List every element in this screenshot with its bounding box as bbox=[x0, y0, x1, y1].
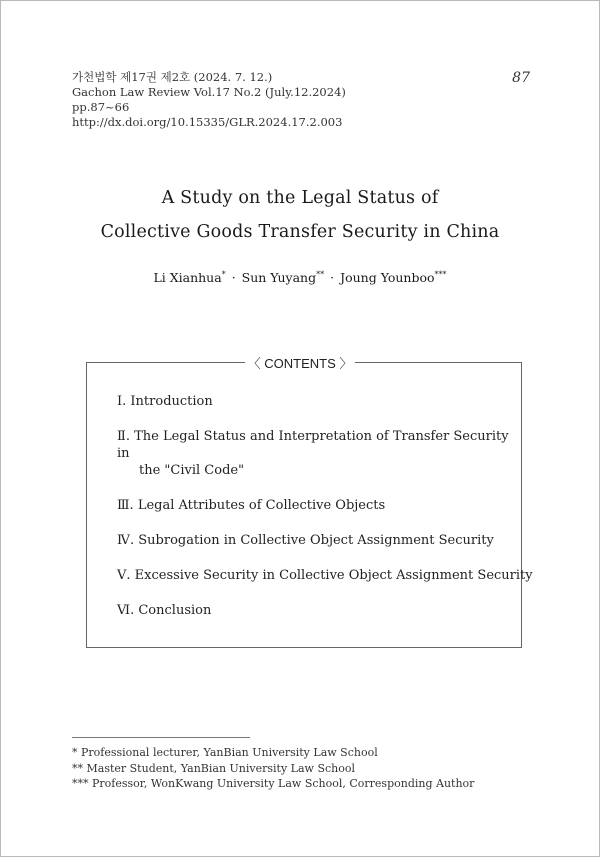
author-footnote-mark: *** bbox=[434, 270, 447, 279]
footnote: * Professional lecturer, YanBian University Law School bbox=[72, 746, 378, 759]
author-name: Sun Yuyang bbox=[241, 270, 317, 285]
author-list bbox=[0, 270, 600, 285]
journal-header bbox=[72, 70, 346, 130]
title-line-1: A Study on the Legal Status of bbox=[161, 188, 439, 208]
toc-number: Ⅱ. bbox=[117, 429, 130, 444]
author-name: Joung Younboo bbox=[340, 270, 435, 285]
toc-text-continued: the "Civil Code" bbox=[139, 463, 245, 478]
paper-title bbox=[0, 181, 600, 249]
author-footnote-mark: * bbox=[221, 270, 226, 279]
table-of-contents bbox=[117, 393, 533, 619]
toc-number: Ⅳ. bbox=[117, 533, 135, 548]
toc-item[interactable] bbox=[117, 567, 533, 584]
footnote: *** Professor, WonKwang University Law School, Corresponding Author bbox=[72, 777, 475, 790]
footnote: ** Master Student, YanBian University Law School bbox=[72, 761, 355, 775]
toc-text: The Legal Status and Interpretation of Transfer Security in bbox=[117, 429, 509, 461]
toc-text: Introduction bbox=[130, 394, 213, 409]
author-footnote-mark: ** bbox=[316, 270, 325, 279]
toc-number: Ⅰ. bbox=[117, 394, 127, 409]
toc-item[interactable] bbox=[117, 602, 522, 619]
toc-number: Ⅴ. bbox=[117, 568, 131, 583]
journal-korean-citation: 가천법학 제17권 제2호 (2024. 7. 12.) bbox=[72, 70, 273, 84]
contents-heading: 〈 CONTENTS 〉 bbox=[0, 353, 600, 372]
title-line-2: Collective Goods Transfer Security in China bbox=[100, 222, 500, 242]
toc-text: Subrogation in Collective Object Assignment Security bbox=[138, 533, 494, 548]
doi-link[interactable]: http://dx.doi.org/10.15335/GLR.2024.17.2.003 bbox=[72, 115, 343, 129]
author-separator: · bbox=[231, 270, 236, 285]
footnotes bbox=[72, 745, 474, 792]
toc-item[interactable] bbox=[117, 532, 522, 549]
page-number: 87 bbox=[512, 70, 530, 86]
toc-text: Conclusion bbox=[138, 603, 212, 618]
toc-text: Excessive Security in Collective Object Assignment Security bbox=[134, 568, 533, 583]
toc-number: Ⅲ. bbox=[117, 498, 134, 513]
toc-number: Ⅵ. bbox=[117, 603, 135, 618]
author-separator: · bbox=[330, 270, 335, 285]
toc-text: Legal Attributes of Collective Objects bbox=[137, 498, 386, 513]
journal-english-citation: Gachon Law Review Vol.17 No.2 (July.12.2024) bbox=[72, 85, 346, 99]
toc-item[interactable] bbox=[117, 428, 522, 479]
toc-item[interactable] bbox=[117, 393, 522, 410]
toc-item[interactable] bbox=[117, 497, 522, 514]
author-name: Li Xianhua bbox=[153, 270, 222, 285]
page-range: pp.87~66 bbox=[72, 100, 130, 114]
footnote-divider bbox=[72, 737, 250, 738]
